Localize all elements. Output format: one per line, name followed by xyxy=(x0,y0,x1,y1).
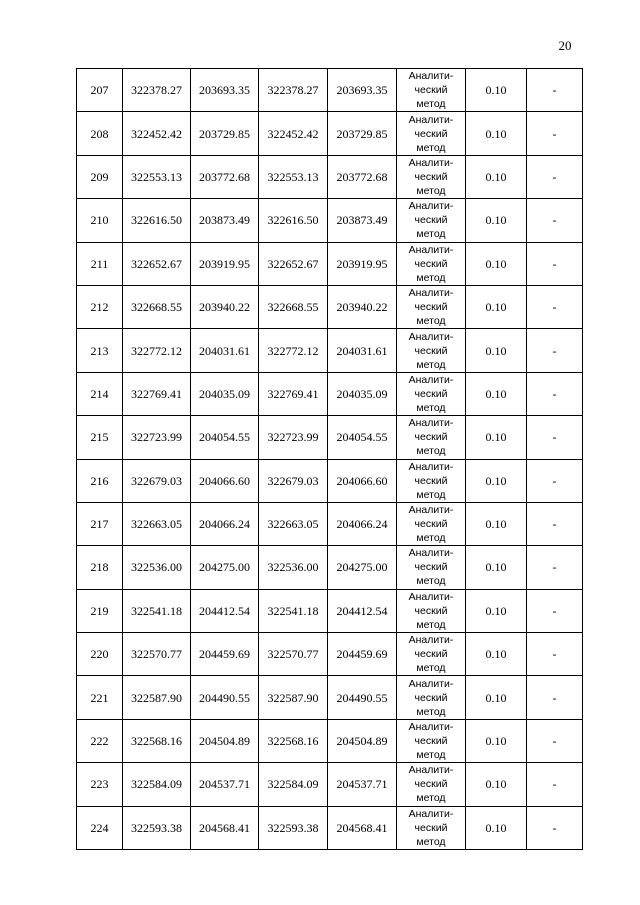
x-coordinate-alt-cell: 322452.42 xyxy=(259,112,328,155)
y-coordinate-alt-cell: 204412.54 xyxy=(328,589,397,632)
method-line: Аналити- xyxy=(408,200,454,213)
table-row xyxy=(77,633,583,676)
x-coordinate-cell: 322769.41 xyxy=(123,372,191,415)
y-coordinate-cell: 204504.89 xyxy=(191,719,259,762)
method-line: метод xyxy=(416,835,446,848)
y-coordinate-alt-cell: 203940.22 xyxy=(328,285,397,328)
method-cell xyxy=(397,242,466,285)
method-cell xyxy=(397,372,466,415)
point-number-cell: 215 xyxy=(77,416,123,459)
method-line: ческий xyxy=(414,778,448,791)
y-coordinate-alt-cell: 203693.35 xyxy=(328,69,397,112)
table-row xyxy=(77,676,583,719)
note-cell: - xyxy=(527,546,583,589)
point-number-cell: 224 xyxy=(77,806,123,849)
x-coordinate-cell: 322772.12 xyxy=(123,329,191,372)
y-coordinate-cell: 204066.60 xyxy=(191,459,259,502)
method-line: метод xyxy=(416,184,446,197)
accuracy-cell: 0.10 xyxy=(466,69,527,112)
accuracy-cell: 0.10 xyxy=(466,546,527,589)
x-coordinate-alt-cell: 322772.12 xyxy=(259,329,328,372)
method-line: Аналити- xyxy=(408,547,454,560)
y-coordinate-cell: 204412.54 xyxy=(191,589,259,632)
point-number-cell: 210 xyxy=(77,199,123,242)
point-number-cell: 216 xyxy=(77,459,123,502)
method-line: метод xyxy=(416,271,446,284)
method-cell xyxy=(397,155,466,198)
method-line: ческий xyxy=(414,170,448,183)
method-line: метод xyxy=(416,749,446,762)
method-line: ческий xyxy=(414,735,448,748)
method-line: метод xyxy=(416,315,446,328)
y-coordinate-alt-cell: 204459.69 xyxy=(328,633,397,676)
accuracy-cell: 0.10 xyxy=(466,329,527,372)
note-cell: - xyxy=(527,69,583,112)
method-line: ческий xyxy=(414,474,448,487)
method-line: ческий xyxy=(414,84,448,97)
table-row xyxy=(77,199,583,242)
accuracy-cell: 0.10 xyxy=(466,676,527,719)
point-number-cell: 219 xyxy=(77,589,123,632)
y-coordinate-cell: 204035.09 xyxy=(191,372,259,415)
method-cell xyxy=(397,546,466,589)
method-cell xyxy=(397,329,466,372)
method-line: ческий xyxy=(414,518,448,531)
method-line: метод xyxy=(416,445,446,458)
method-line: Аналити- xyxy=(408,590,454,603)
method-line: Аналити- xyxy=(408,113,454,126)
method-line: метод xyxy=(416,488,446,501)
table-row xyxy=(77,112,583,155)
y-coordinate-cell: 204568.41 xyxy=(191,806,259,849)
x-coordinate-cell: 322541.18 xyxy=(123,589,191,632)
method-line: ческий xyxy=(414,691,448,704)
x-coordinate-alt-cell: 322568.16 xyxy=(259,719,328,762)
accuracy-cell: 0.10 xyxy=(466,155,527,198)
point-number-cell: 220 xyxy=(77,633,123,676)
method-line: ческий xyxy=(414,301,448,314)
page-number: 20 xyxy=(558,38,572,53)
method-line: метод xyxy=(416,401,446,414)
method-line: Аналити- xyxy=(408,504,454,517)
note-cell: - xyxy=(527,242,583,285)
x-coordinate-alt-cell: 322769.41 xyxy=(259,372,328,415)
x-coordinate-alt-cell: 322587.90 xyxy=(259,676,328,719)
x-coordinate-alt-cell: 322616.50 xyxy=(259,199,328,242)
note-cell: - xyxy=(527,199,583,242)
table-row xyxy=(77,155,583,198)
method-line: метод xyxy=(416,662,446,675)
x-coordinate-alt-cell: 322723.99 xyxy=(259,416,328,459)
accuracy-cell: 0.10 xyxy=(466,285,527,328)
y-coordinate-cell: 203693.35 xyxy=(191,69,259,112)
table-row xyxy=(77,459,583,502)
point-number-cell: 213 xyxy=(77,329,123,372)
note-cell: - xyxy=(527,589,583,632)
y-coordinate-cell: 204031.61 xyxy=(191,329,259,372)
point-number-cell: 217 xyxy=(77,502,123,545)
accuracy-cell: 0.10 xyxy=(466,719,527,762)
y-coordinate-alt-cell: 204035.09 xyxy=(328,372,397,415)
note-cell: - xyxy=(527,329,583,372)
method-cell xyxy=(397,806,466,849)
method-line: Аналити- xyxy=(408,287,454,300)
point-number-cell: 218 xyxy=(77,546,123,589)
table-row xyxy=(77,546,583,589)
method-cell xyxy=(397,589,466,632)
table-row xyxy=(77,69,583,112)
method-cell xyxy=(397,502,466,545)
y-coordinate-alt-cell: 203729.85 xyxy=(328,112,397,155)
table-row xyxy=(77,719,583,762)
method-line: ческий xyxy=(414,257,448,270)
x-coordinate-cell: 322587.90 xyxy=(123,676,191,719)
accuracy-cell: 0.10 xyxy=(466,502,527,545)
y-coordinate-cell: 204490.55 xyxy=(191,676,259,719)
y-coordinate-alt-cell: 203772.68 xyxy=(328,155,397,198)
accuracy-cell: 0.10 xyxy=(466,242,527,285)
note-cell: - xyxy=(527,155,583,198)
note-cell: - xyxy=(527,676,583,719)
method-line: метод xyxy=(416,98,446,111)
note-cell: - xyxy=(527,285,583,328)
method-cell xyxy=(397,416,466,459)
x-coordinate-cell: 322378.27 xyxy=(123,69,191,112)
accuracy-cell: 0.10 xyxy=(466,589,527,632)
coordinates-table xyxy=(76,68,583,850)
table-row xyxy=(77,763,583,806)
y-coordinate-alt-cell: 204066.60 xyxy=(328,459,397,502)
x-coordinate-cell: 322553.13 xyxy=(123,155,191,198)
method-line: Аналити- xyxy=(408,373,454,386)
method-line: метод xyxy=(416,532,446,545)
point-number-cell: 212 xyxy=(77,285,123,328)
method-cell xyxy=(397,763,466,806)
table-row xyxy=(77,372,583,415)
table-row xyxy=(77,329,583,372)
y-coordinate-cell: 203729.85 xyxy=(191,112,259,155)
note-cell: - xyxy=(527,416,583,459)
table-row xyxy=(77,242,583,285)
method-line: ческий xyxy=(414,561,448,574)
x-coordinate-alt-cell: 322593.38 xyxy=(259,806,328,849)
y-coordinate-alt-cell: 203919.95 xyxy=(328,242,397,285)
x-coordinate-cell: 322723.99 xyxy=(123,416,191,459)
y-coordinate-alt-cell: 204568.41 xyxy=(328,806,397,849)
x-coordinate-cell: 322593.38 xyxy=(123,806,191,849)
x-coordinate-cell: 322652.67 xyxy=(123,242,191,285)
point-number-cell: 211 xyxy=(77,242,123,285)
x-coordinate-alt-cell: 322541.18 xyxy=(259,589,328,632)
method-cell xyxy=(397,199,466,242)
point-number-cell: 207 xyxy=(77,69,123,112)
x-coordinate-cell: 322679.03 xyxy=(123,459,191,502)
x-coordinate-alt-cell: 322378.27 xyxy=(259,69,328,112)
x-coordinate-alt-cell: 322570.77 xyxy=(259,633,328,676)
accuracy-cell: 0.10 xyxy=(466,372,527,415)
point-number-cell: 209 xyxy=(77,155,123,198)
y-coordinate-cell: 204275.00 xyxy=(191,546,259,589)
method-line: Аналити- xyxy=(408,634,454,647)
note-cell: - xyxy=(527,112,583,155)
y-coordinate-alt-cell: 203873.49 xyxy=(328,199,397,242)
method-line: метод xyxy=(416,141,446,154)
note-cell: - xyxy=(527,806,583,849)
method-line: Аналити- xyxy=(408,70,454,83)
x-coordinate-cell: 322570.77 xyxy=(123,633,191,676)
x-coordinate-alt-cell: 322536.00 xyxy=(259,546,328,589)
method-line: Аналити- xyxy=(408,417,454,430)
method-line: Аналити- xyxy=(408,807,454,820)
table-row xyxy=(77,416,583,459)
point-number-cell: 223 xyxy=(77,763,123,806)
method-line: Аналити- xyxy=(408,460,454,473)
method-line: ческий xyxy=(414,127,448,140)
method-line: Аналити- xyxy=(408,330,454,343)
x-coordinate-alt-cell: 322584.09 xyxy=(259,763,328,806)
accuracy-cell: 0.10 xyxy=(466,633,527,676)
y-coordinate-cell: 204459.69 xyxy=(191,633,259,676)
y-coordinate-cell: 203940.22 xyxy=(191,285,259,328)
y-coordinate-cell: 203772.68 xyxy=(191,155,259,198)
method-line: ческий xyxy=(414,431,448,444)
y-coordinate-alt-cell: 204490.55 xyxy=(328,676,397,719)
note-cell: - xyxy=(527,372,583,415)
point-number-cell: 208 xyxy=(77,112,123,155)
y-coordinate-alt-cell: 204537.71 xyxy=(328,763,397,806)
method-line: ческий xyxy=(414,604,448,617)
note-cell: - xyxy=(527,763,583,806)
method-line: Аналити- xyxy=(408,721,454,734)
x-coordinate-alt-cell: 322668.55 xyxy=(259,285,328,328)
x-coordinate-cell: 322568.16 xyxy=(123,719,191,762)
accuracy-cell: 0.10 xyxy=(466,416,527,459)
method-line: Аналити- xyxy=(408,156,454,169)
y-coordinate-cell: 203919.95 xyxy=(191,242,259,285)
method-line: метод xyxy=(416,705,446,718)
table-row xyxy=(77,502,583,545)
method-cell xyxy=(397,285,466,328)
y-coordinate-alt-cell: 204054.55 xyxy=(328,416,397,459)
y-coordinate-cell: 203873.49 xyxy=(191,199,259,242)
table-row xyxy=(77,589,583,632)
method-line: Аналити- xyxy=(408,243,454,256)
x-coordinate-cell: 322536.00 xyxy=(123,546,191,589)
y-coordinate-cell: 204537.71 xyxy=(191,763,259,806)
method-line: метод xyxy=(416,228,446,241)
accuracy-cell: 0.10 xyxy=(466,763,527,806)
method-line: Аналити- xyxy=(408,677,454,690)
accuracy-cell: 0.10 xyxy=(466,459,527,502)
table-row xyxy=(77,806,583,849)
method-cell xyxy=(397,633,466,676)
x-coordinate-cell: 322452.42 xyxy=(123,112,191,155)
method-cell xyxy=(397,459,466,502)
method-cell xyxy=(397,112,466,155)
method-cell xyxy=(397,69,466,112)
x-coordinate-alt-cell: 322652.67 xyxy=(259,242,328,285)
y-coordinate-alt-cell: 204066.24 xyxy=(328,502,397,545)
table-row xyxy=(77,285,583,328)
accuracy-cell: 0.10 xyxy=(466,112,527,155)
note-cell: - xyxy=(527,719,583,762)
method-line: ческий xyxy=(414,344,448,357)
method-line: ческий xyxy=(414,214,448,227)
method-line: метод xyxy=(416,618,446,631)
y-coordinate-alt-cell: 204504.89 xyxy=(328,719,397,762)
note-cell: - xyxy=(527,502,583,545)
note-cell: - xyxy=(527,633,583,676)
x-coordinate-cell: 322616.50 xyxy=(123,199,191,242)
x-coordinate-cell: 322668.55 xyxy=(123,285,191,328)
method-cell xyxy=(397,719,466,762)
x-coordinate-alt-cell: 322553.13 xyxy=(259,155,328,198)
y-coordinate-alt-cell: 204275.00 xyxy=(328,546,397,589)
x-coordinate-cell: 322663.05 xyxy=(123,502,191,545)
method-line: метод xyxy=(416,358,446,371)
method-line: ческий xyxy=(414,387,448,400)
method-line: метод xyxy=(416,575,446,588)
method-line: Аналити- xyxy=(408,764,454,777)
y-coordinate-cell: 204066.24 xyxy=(191,502,259,545)
accuracy-cell: 0.10 xyxy=(466,806,527,849)
method-line: ческий xyxy=(414,648,448,661)
y-coordinate-cell: 204054.55 xyxy=(191,416,259,459)
x-coordinate-alt-cell: 322663.05 xyxy=(259,502,328,545)
method-line: метод xyxy=(416,792,446,805)
note-cell: - xyxy=(527,459,583,502)
method-cell xyxy=(397,676,466,719)
point-number-cell: 222 xyxy=(77,719,123,762)
y-coordinate-alt-cell: 204031.61 xyxy=(328,329,397,372)
accuracy-cell: 0.10 xyxy=(466,199,527,242)
x-coordinate-cell: 322584.09 xyxy=(123,763,191,806)
point-number-cell: 214 xyxy=(77,372,123,415)
x-coordinate-alt-cell: 322679.03 xyxy=(259,459,328,502)
method-line: ческий xyxy=(414,821,448,834)
point-number-cell: 221 xyxy=(77,676,123,719)
